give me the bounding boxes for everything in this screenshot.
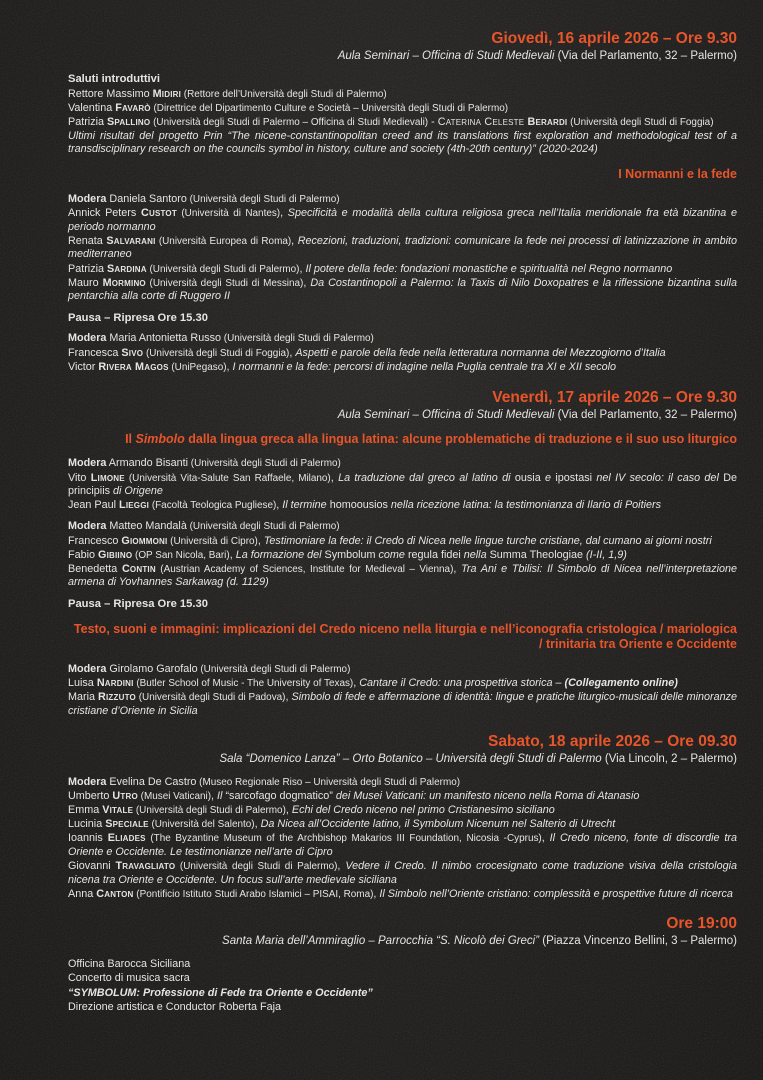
- text-segment: Luisa: [68, 677, 97, 690]
- text-segment: (Università degli Studi di Foggia): [567, 116, 714, 128]
- text-segment: Canton: [96, 887, 134, 900]
- text-segment: Matteo Mandalà: [106, 520, 187, 533]
- text-segment: Umberto: [68, 790, 113, 803]
- program-entry: [68, 790, 737, 804]
- text-segment: Valentina: [68, 101, 116, 114]
- text-segment: (Austrian Academy of Sciences, Institute for Medieval – Vienna): [155, 563, 454, 575]
- text-segment: Pausa – Ripresa Ore 15.30: [68, 598, 208, 611]
- day-time-header: [68, 733, 737, 751]
- text-segment: Armando Bisanti: [106, 457, 189, 470]
- text-segment: Anna: [68, 887, 97, 900]
- text-segment: Sivo: [121, 347, 144, 359]
- text-segment: ,: [303, 276, 311, 289]
- text-segment: Giommoni: [121, 534, 168, 547]
- text-segment: (Università degli Studi di Padova): [135, 692, 286, 704]
- text-segment: (Università degli Studi di Palermo – Officina di Studi Medievali): [150, 116, 429, 128]
- text-segment: Da Nicea all’Occidente latino, il Symbolum Nicenum nel Salterio di Utrecht: [260, 818, 616, 831]
- text-segment: ,: [285, 804, 292, 817]
- text-segment: Fabio: [68, 548, 99, 561]
- text-segment: (I-II, 1,9): [583, 548, 627, 561]
- text-segment: Venerdì, 17 aprile 2026 – Ore 9.30: [492, 388, 737, 406]
- text-segment: Il Credo niceno, fonte di discordie tra Oriente e Occidente. Le testimonianze nell’arte di Cipro: [68, 832, 737, 858]
- program-entry: [68, 277, 737, 304]
- text-segment: ,: [257, 534, 264, 547]
- text-segment: Aula Seminari – Officina di Studi Medievali: [337, 408, 558, 421]
- text-segment: Symbolum: [324, 548, 376, 561]
- text-segment: (Università degli Studi di Messina): [145, 277, 304, 289]
- day-time-header: [68, 30, 737, 48]
- moderator-line: [68, 776, 737, 790]
- program-entry: [68, 987, 737, 1001]
- session-label: [68, 598, 737, 612]
- program-entry: [68, 860, 737, 887]
- text-segment: (Museo Regionale Riso – Università degli Studi di Palermo): [196, 776, 461, 788]
- text-segment: Recezioni, traduzioni, tradizioni: comunicare la fede nei processi di latinizzazione in ambito mediterraneo: [68, 234, 737, 261]
- text-segment: (Università degli Studi di Foggia): [143, 348, 290, 359]
- text-segment: (The Byzantine Museum of the Archbishop Makarios III Foundation, Nicosia -Cyprus): [145, 833, 542, 845]
- text-segment: La formazione del: [235, 548, 325, 561]
- text-segment: Vitale: [102, 804, 134, 817]
- text-segment: (Via Lincoln, 2 – Palermo): [604, 752, 737, 765]
- text-segment: Utro: [112, 790, 138, 803]
- text-segment: Tra Ani e Tbilisi: Il Simbolo di Nicea nell’interpretazione armena di Yovhannes Sarkawag (d. 1129): [68, 562, 738, 589]
- text-segment: (Butler School of Music - The University of Texas): [133, 678, 354, 690]
- text-segment: Vito: [68, 471, 91, 484]
- session-title: [68, 167, 737, 183]
- text-segment: nel IV secolo: il caso del: [592, 471, 724, 484]
- text-segment: Direzione artistica e Conductor Roberta Faja: [68, 1000, 282, 1013]
- text-segment: (Università di Nantes): [176, 208, 281, 220]
- text-segment: (Musei Vaticani): [137, 791, 212, 803]
- text-segment: (Università Vita-Salute San Raffaele, Milano): [124, 472, 331, 484]
- text-segment: –: [552, 677, 565, 690]
- program-entry: [68, 116, 737, 130]
- program-entry: [68, 130, 737, 157]
- session-label: [68, 312, 737, 326]
- text-segment: “SYMBOLUM: Professione di Fede tra Oriente e Occidente”: [68, 986, 373, 999]
- text-segment: (Pontificio Istituto Studi Arabo Islamici – PISAI, Roma): [133, 888, 374, 900]
- text-segment: Specificità e modalità della cultura religiosa greca nell’Italia meridionale fra età bizantina e periodo normanno: [68, 207, 737, 233]
- text-segment: Saluti introduttivi: [68, 73, 160, 85]
- text-segment: Travagliato: [115, 860, 176, 873]
- program-entry: [68, 958, 737, 972]
- text-segment: Lieggi: [119, 499, 150, 512]
- text-segment: Santa Maria dell’Ammiraglio – Parrocchia “S. Nicolò dei Greci”: [222, 935, 543, 948]
- text-segment: (Università degli Studi di Palermo): [221, 333, 374, 345]
- text-segment: Midiri: [152, 87, 182, 100]
- text-segment: (Università degli Studi di Palermo): [133, 805, 286, 817]
- text-segment: Favarò: [115, 101, 151, 114]
- text-segment: ousia: [514, 471, 541, 484]
- text-segment: e: [540, 471, 556, 484]
- text-segment: (Facoltà Teologica Pugliese): [149, 500, 277, 512]
- text-segment: Pausa – Ripresa Ore 15.30: [68, 311, 208, 324]
- text-segment: Maria Antonietta Russo: [106, 332, 222, 345]
- text-segment: di Origene: [110, 485, 163, 498]
- program-entry: [68, 1001, 737, 1015]
- program-entry: [68, 102, 737, 116]
- text-segment: Aspetti e parole della fede nella letteratura normanna del Mezzogiorno d’Italia: [295, 347, 666, 359]
- program-entry: [68, 563, 737, 590]
- text-segment: Cantare il Credo: una prospettiva storica: [359, 677, 553, 690]
- text-segment: Simbolo: [135, 431, 185, 446]
- text-segment: Da Costantinopoli a Palermo: la Taxis di Nilo Doxopatres e la riflessione bizantina sulla pentarchia alla corte di Ruggero II: [68, 276, 737, 303]
- text-segment: -: [428, 115, 438, 128]
- text-segment: Berardi: [527, 115, 568, 128]
- text-segment: Modera: [68, 192, 107, 205]
- text-segment: dei Musei Vaticani: un manifesto niceno nella Roma di Atanasio: [332, 790, 640, 803]
- program-entry: [68, 804, 737, 818]
- moderator-line: [68, 193, 737, 207]
- text-segment: ,: [276, 499, 283, 512]
- text-segment: (Rettore dell’Università degli Studi di Palermo): [181, 88, 387, 100]
- text-segment: Renata: [68, 234, 107, 247]
- text-segment: nella: [460, 548, 490, 561]
- text-segment: regula fidei: [407, 548, 461, 561]
- text-segment: (UniPegaso): [168, 362, 227, 374]
- text-segment: Sabato, 18 aprile 2026 – Ore 09.30: [487, 732, 737, 750]
- text-segment: Modera: [68, 457, 107, 470]
- text-segment: Spallino: [107, 115, 151, 128]
- text-segment: Simbolo di fede e affermazione di identità: lingue e pratiche liturgico-musicali delle minoranze cristiane d’Oriente in Sicilia: [68, 691, 737, 717]
- text-segment: Speciale: [105, 818, 149, 831]
- text-segment: De principiis: [68, 471, 737, 498]
- program-entry: [68, 207, 737, 234]
- text-segment: nella ricezione latina: la testimonianza di Ilario di Poitiers: [387, 499, 661, 512]
- venue-line: [68, 752, 737, 766]
- venue-line: [68, 49, 737, 63]
- text-segment: ,: [285, 691, 292, 704]
- text-segment: Testimoniare la fede: il Credo di Nicea nelle lingue turche cristiane, dal cumano ai giorni nostri: [263, 534, 712, 547]
- text-segment: (Direttrice del Dipartimento Culture e Società – Università degli Studi di Palermo): [150, 102, 509, 114]
- text-segment: Giovanni: [68, 860, 116, 873]
- text-segment: Il potere della fede: fondazioni monastiche e spiritualità nel Regno normanno: [305, 262, 673, 275]
- text-segment: I Normanni e la fede: [618, 167, 737, 182]
- text-segment: Nardini: [96, 677, 134, 690]
- text-segment: (Università degli Studi di Palermo): [186, 193, 340, 205]
- text-segment: (Università degli Studi di Palermo): [197, 663, 351, 675]
- text-segment: ,: [229, 548, 236, 561]
- text-segment: Rettore Massimo: [68, 87, 153, 100]
- text-segment: ,: [254, 818, 261, 831]
- text-segment: (Università degli Studi di Palermo): [146, 263, 300, 275]
- text-segment: Modera: [68, 662, 107, 675]
- text-segment: ,: [291, 234, 298, 247]
- text-segment: Daniela Santoro: [106, 192, 187, 205]
- moderator-line: [68, 663, 737, 677]
- program-entry: [68, 472, 737, 499]
- text-segment: dalla lingua greca alla lingua latina: alcune problematiche di traduzione e il suo uso liturgico: [184, 431, 737, 446]
- text-segment: Francesco: [68, 534, 122, 547]
- text-segment: Modera: [68, 775, 107, 788]
- text-segment: Summa Theologiae: [489, 548, 584, 561]
- text-segment: Maria: [68, 691, 99, 704]
- text-segment: homoousios: [329, 499, 388, 512]
- text-segment: “sarcofago dogmatico”: [225, 790, 333, 803]
- venue-line: [68, 408, 737, 422]
- program-entry: [68, 972, 737, 986]
- text-segment: Annick Peters: [68, 207, 141, 220]
- moderator-line: [68, 332, 737, 346]
- text-segment: Rivera Magos: [98, 361, 169, 374]
- text-segment: Il termine: [282, 499, 330, 512]
- program-entry: [68, 235, 737, 262]
- text-segment: Jean Paul: [68, 499, 120, 512]
- text-segment: La traduzione dal greco al latino di: [338, 471, 515, 484]
- text-segment: Girolamo Garofalo: [106, 662, 198, 675]
- text-segment: Modera: [68, 332, 107, 345]
- text-segment: (Via del Parlamento, 32 – Palermo): [557, 50, 737, 62]
- text-segment: ,: [299, 262, 306, 275]
- text-segment: Vedere il Credo. Il nimbo crocesignato come traduzione visiva della cristologia nicena tra Oriente e Occidente. Un focus sull’arte medievale siciliana: [68, 860, 737, 886]
- program-entry: [68, 832, 737, 859]
- program-entry: [68, 818, 737, 832]
- text-segment: Ore 19:00: [666, 915, 737, 933]
- program-entry: [68, 549, 737, 563]
- venue-line: [68, 934, 737, 948]
- program-entry: [68, 347, 737, 361]
- text-segment: Custot: [140, 207, 177, 220]
- text-segment: ,: [211, 790, 218, 803]
- program-entry: [68, 88, 737, 102]
- text-segment: Patrizia: [68, 115, 108, 128]
- text-segment: Sardina: [107, 262, 147, 275]
- program-entry: [68, 263, 737, 277]
- text-segment: I normanni e la fede: percorsi di indagine nella Puglia centrale tra XI e XII secolo: [232, 361, 617, 374]
- text-segment: Mormino: [102, 276, 146, 289]
- text-segment: ,: [353, 677, 360, 690]
- text-segment: Aula Seminari – Officina di Studi Medievali: [337, 50, 558, 62]
- text-segment: Salvarani: [106, 234, 156, 247]
- text-segment: Il: [217, 790, 226, 803]
- text-segment: Limone: [90, 471, 125, 484]
- program-entry: [68, 888, 737, 902]
- text-segment: Ultimi risultati del progetto Prin “The nicene-constantinopolitan creed and its translations first exploration and methodological test of a transdisciplinary research on the councils symbol in history, culture and society (4th-20th century)” (2020-2024): [68, 129, 737, 156]
- text-segment: ,: [541, 832, 550, 845]
- text-segment: Il Simbolo nell’Oriente cristiano: complessità e prospettive future di ricerca: [379, 887, 733, 900]
- session-title: [68, 432, 737, 448]
- text-segment: Modera: [68, 520, 107, 533]
- text-segment: Rizzuto: [98, 691, 136, 704]
- text-segment: Caterina Celeste: [437, 115, 528, 128]
- session-title: [68, 622, 737, 653]
- text-segment: (Via del Parlamento, 32 – Palermo): [557, 408, 737, 421]
- text-segment: Benedetta: [68, 562, 122, 575]
- text-segment: (Piazza Vincenzo Bellini, 3 – Palermo): [542, 935, 737, 948]
- text-segment: Concerto di musica sacra: [68, 972, 190, 985]
- text-segment: Victor: [68, 361, 99, 374]
- text-segment: (Università del Salento): [148, 819, 255, 831]
- text-segment: ipostasi: [555, 471, 592, 484]
- text-segment: Emma: [68, 804, 103, 817]
- text-segment: Patrizia: [68, 262, 108, 275]
- program-entry: [68, 691, 737, 718]
- text-segment: (OP San Nicola, Bari): [132, 549, 230, 561]
- program-entry: [68, 361, 737, 375]
- text-segment: (Università Europea di Roma): [155, 235, 292, 247]
- text-segment: (Università degli Studi di Palermo): [186, 521, 340, 533]
- text-segment: ,: [280, 207, 288, 220]
- text-segment: Officina Barocca Siciliana: [68, 958, 191, 971]
- text-segment: (Collegamento online): [564, 677, 678, 690]
- program-entry: [68, 535, 737, 549]
- text-segment: Mauro: [68, 276, 103, 289]
- text-segment: ,: [337, 860, 346, 873]
- day-time-header: [68, 389, 737, 407]
- text-segment: Il: [125, 431, 136, 446]
- text-segment: Lucinia: [68, 818, 106, 831]
- text-segment: come: [375, 548, 408, 561]
- text-segment: ,: [226, 361, 233, 374]
- text-segment: ,: [289, 347, 296, 359]
- text-segment: Francesca: [68, 347, 122, 359]
- text-segment: Evelina De Castro: [106, 775, 197, 788]
- text-segment: ,: [373, 887, 380, 900]
- text-segment: Echi del Credo niceno nel primo Cristianesimo siciliano: [291, 804, 555, 817]
- moderator-line: [68, 457, 737, 471]
- program-entry: [68, 499, 737, 513]
- text-segment: Ioannis: [68, 832, 108, 845]
- text-segment: ,: [330, 471, 339, 484]
- session-label: [68, 73, 737, 87]
- text-segment: (Università di Cipro): [167, 535, 258, 547]
- text-segment: Contin: [121, 562, 156, 575]
- program-entry: [68, 677, 737, 691]
- moderator-line: [68, 520, 737, 534]
- text-segment: (Università degli Studi di Palermo): [188, 458, 341, 470]
- day-time-header: [68, 915, 737, 933]
- text-segment: (Università degli Studi di Palermo): [175, 861, 338, 873]
- text-segment: Giovedì, 16 aprile 2026 – Ore 9.30: [491, 30, 737, 47]
- text-segment: Testo, suoni e immagini: implicazioni del Credo niceno nella liturgia e nell’iconografia cristologica / mariologica / trinitaria tra Oriente e Occidente: [73, 621, 737, 652]
- text-segment: Sala “Domenico Lanza” – Orto Botanico – Università degli Studi di Palermo: [219, 752, 605, 765]
- text-segment: Gibiino: [98, 548, 133, 561]
- text-segment: ,: [453, 562, 462, 575]
- text-segment: Eliades: [107, 832, 146, 845]
